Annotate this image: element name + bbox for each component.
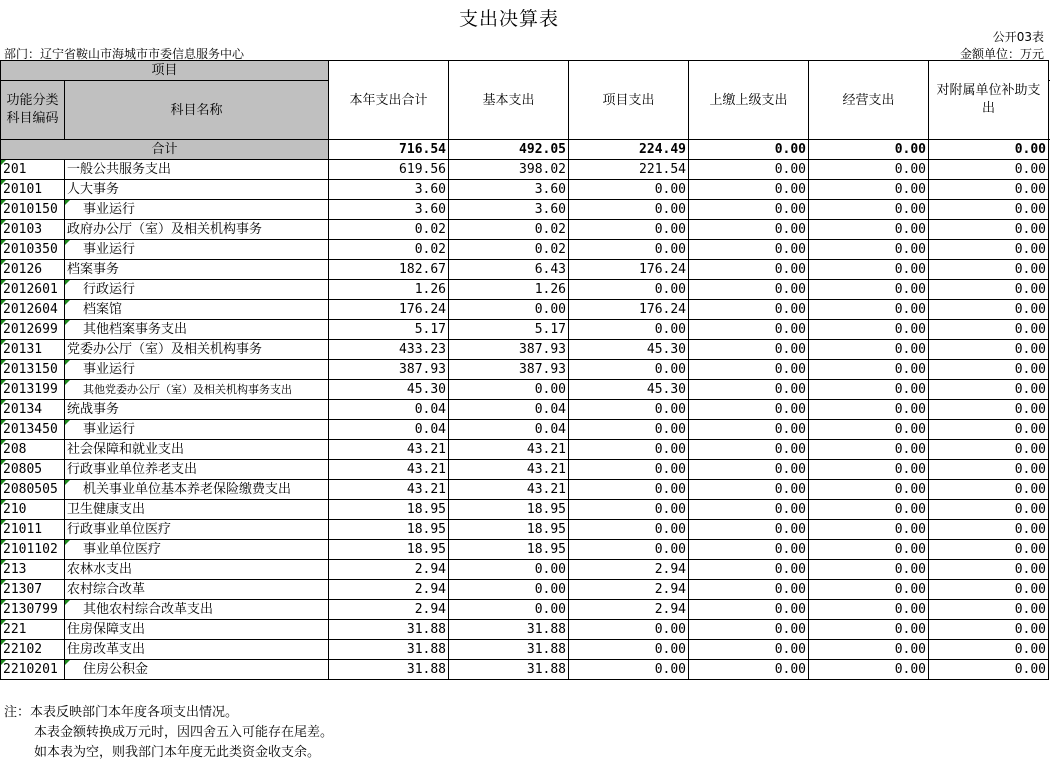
row-amount[interactable]: 0.00 xyxy=(569,420,689,440)
row-amount[interactable]: 0.00 xyxy=(569,520,689,540)
row-subject-name[interactable]: 住房公积金 xyxy=(65,660,329,680)
table-row xyxy=(1,200,1049,220)
row-amount[interactable]: 0.00 xyxy=(929,260,1049,280)
row-amount[interactable]: 0.00 xyxy=(689,380,809,400)
row-subject-name[interactable]: 住房改革支出 xyxy=(65,640,329,660)
total-value[interactable]: 716.54 xyxy=(329,140,449,160)
row-amount[interactable]: 0.00 xyxy=(929,400,1049,420)
row-subject-name[interactable]: 住房保障支出 xyxy=(65,620,329,640)
row-amount[interactable]: 0.00 xyxy=(929,420,1049,440)
row-amount[interactable]: 0.00 xyxy=(929,180,1049,200)
table-row xyxy=(1,540,1049,560)
table-row xyxy=(1,420,1049,440)
row-amount[interactable]: 0.00 xyxy=(929,480,1049,500)
department-label: 部门：辽宁省鞍山市海城市市委信息服务中心 xyxy=(4,47,245,61)
row-amount[interactable]: 387.93 xyxy=(449,360,569,380)
header-col-6[interactable] xyxy=(929,61,1049,140)
row-amount[interactable]: 0.00 xyxy=(809,540,929,560)
row-amount[interactable]: 0.00 xyxy=(929,620,1049,640)
row-amount[interactable]: 2.94 xyxy=(329,580,449,600)
row-amount[interactable]: 0.00 xyxy=(809,460,929,480)
row-amount[interactable]: 0.00 xyxy=(689,160,809,180)
row-amount[interactable]: 0.02 xyxy=(329,220,449,240)
table-row xyxy=(1,180,1049,200)
row-amount[interactable]: 0.00 xyxy=(689,180,809,200)
row-amount[interactable]: 0.00 xyxy=(809,220,929,240)
row-amount[interactable]: 0.00 xyxy=(929,320,1049,340)
total-value[interactable]: 0.00 xyxy=(929,140,1049,160)
row-amount[interactable]: 0.00 xyxy=(809,620,929,640)
row-subject-name[interactable]: 档案馆 xyxy=(65,300,329,320)
row-amount[interactable]: 0.00 xyxy=(929,640,1049,660)
table-row xyxy=(1,600,1049,620)
row-amount[interactable]: 18.95 xyxy=(449,500,569,520)
row-amount[interactable]: 0.00 xyxy=(569,500,689,520)
row-code[interactable]: 2130799 xyxy=(1,600,65,620)
row-amount[interactable]: 433.23 xyxy=(329,340,449,360)
row-amount[interactable]: 0.00 xyxy=(569,180,689,200)
table-row xyxy=(1,300,1049,320)
table-row xyxy=(1,340,1049,360)
row-code[interactable]: 221 xyxy=(1,620,65,640)
table-row xyxy=(1,280,1049,300)
row-amount[interactable]: 0.00 xyxy=(689,480,809,500)
row-amount[interactable]: 0.00 xyxy=(929,200,1049,220)
row-amount[interactable]: 0.00 xyxy=(809,440,929,460)
row-amount[interactable]: 43.21 xyxy=(329,460,449,480)
row-subject-name[interactable]: 一般公共服务支出 xyxy=(65,160,329,180)
row-code[interactable]: 21011 xyxy=(1,520,65,540)
row-amount[interactable]: 1.26 xyxy=(329,280,449,300)
row-amount[interactable]: 0.00 xyxy=(929,360,1049,380)
expenditure-table xyxy=(0,60,1049,680)
row-amount[interactable]: 31.88 xyxy=(329,620,449,640)
row-subject-name[interactable]: 其他党委办公厅（室）及相关机构事务支出 xyxy=(65,380,329,400)
row-amount[interactable]: 182.67 xyxy=(329,260,449,280)
row-code[interactable]: 20103 xyxy=(1,220,65,240)
header-col-5[interactable]: 经营支出 xyxy=(809,61,929,140)
row-amount[interactable]: 45.30 xyxy=(569,380,689,400)
row-amount[interactable]: 0.00 xyxy=(569,460,689,480)
row-code[interactable]: 2013150 xyxy=(1,360,65,380)
row-amount[interactable]: 45.30 xyxy=(329,380,449,400)
table-row xyxy=(1,520,1049,540)
row-subject-name[interactable]: 事业运行 xyxy=(65,360,329,380)
row-amount[interactable]: 0.00 xyxy=(569,220,689,240)
row-amount[interactable]: 3.60 xyxy=(329,200,449,220)
row-code[interactable]: 210 xyxy=(1,500,65,520)
row-amount[interactable]: 0.00 xyxy=(809,660,929,680)
row-amount[interactable]: 0.00 xyxy=(809,180,929,200)
row-subject-name[interactable]: 党委办公厅（室）及相关机构事务 xyxy=(65,340,329,360)
row-amount[interactable]: 0.00 xyxy=(569,480,689,500)
row-amount[interactable]: 387.93 xyxy=(329,360,449,380)
row-amount[interactable]: 0.00 xyxy=(569,640,689,660)
row-code[interactable]: 2010150 xyxy=(1,200,65,220)
row-amount[interactable]: 0.04 xyxy=(329,400,449,420)
row-subject-name[interactable]: 档案事务 xyxy=(65,260,329,280)
total-value[interactable]: 0.00 xyxy=(809,140,929,160)
row-code[interactable]: 2012604 xyxy=(1,300,65,320)
row-amount[interactable]: 18.95 xyxy=(449,520,569,540)
amount-unit-label: 金额单位：万元 xyxy=(959,47,1044,61)
header-col-3[interactable]: 项目支出 xyxy=(569,61,689,140)
row-amount[interactable]: 0.00 xyxy=(689,260,809,280)
row-subject-name[interactable]: 统战事务 xyxy=(65,400,329,420)
footnotes xyxy=(4,703,333,763)
row-amount[interactable]: 0.00 xyxy=(689,580,809,600)
header-col-1[interactable]: 本年支出合计 xyxy=(329,61,449,140)
row-amount[interactable]: 2.94 xyxy=(569,600,689,620)
row-code[interactable]: 20101 xyxy=(1,180,65,200)
row-amount[interactable]: 0.00 xyxy=(929,280,1049,300)
row-amount[interactable]: 0.00 xyxy=(569,320,689,340)
row-amount[interactable]: 0.00 xyxy=(689,280,809,300)
row-amount[interactable]: 0.00 xyxy=(809,240,929,260)
row-amount[interactable]: 0.00 xyxy=(809,580,929,600)
row-subject-name[interactable]: 其他农村综合改革支出 xyxy=(65,600,329,620)
row-amount[interactable]: 0.00 xyxy=(809,300,929,320)
row-amount[interactable]: 2.94 xyxy=(569,580,689,600)
row-amount[interactable]: 0.00 xyxy=(929,160,1049,180)
row-code[interactable]: 2013199 xyxy=(1,380,65,400)
row-amount[interactable]: 176.24 xyxy=(329,300,449,320)
row-amount[interactable]: 5.17 xyxy=(329,320,449,340)
row-amount[interactable]: 1.26 xyxy=(449,280,569,300)
row-amount[interactable]: 2.94 xyxy=(569,560,689,580)
row-amount[interactable]: 0.00 xyxy=(569,660,689,680)
table-row xyxy=(1,500,1049,520)
row-subject-name[interactable]: 卫生健康支出 xyxy=(65,500,329,520)
row-code[interactable]: 2012699 xyxy=(1,320,65,340)
total-label: 合计 xyxy=(1,140,329,160)
table-row xyxy=(1,440,1049,460)
row-amount[interactable]: 0.00 xyxy=(569,200,689,220)
row-amount[interactable]: 5.17 xyxy=(449,320,569,340)
row-amount[interactable]: 0.04 xyxy=(449,400,569,420)
row-amount[interactable]: 0.00 xyxy=(689,520,809,540)
row-subject-name[interactable]: 农村综合改革 xyxy=(65,580,329,600)
note-line: 本表金额转换成万元时，因四舍五入可能存在尾差。 xyxy=(34,725,334,740)
header-func-code xyxy=(1,81,65,140)
row-amount[interactable]: 43.21 xyxy=(329,440,449,460)
row-amount[interactable]: 0.00 xyxy=(809,560,929,580)
table-number: 公开03表 xyxy=(992,30,1044,44)
row-code[interactable]: 201 xyxy=(1,160,65,180)
row-amount[interactable]: 176.24 xyxy=(569,260,689,280)
row-amount[interactable]: 0.00 xyxy=(689,560,809,580)
header-col-4[interactable]: 上缴上级支出 xyxy=(689,61,809,140)
row-amount[interactable]: 3.60 xyxy=(449,180,569,200)
row-code[interactable]: 2013450 xyxy=(1,420,65,440)
table-row xyxy=(1,560,1049,580)
table-row xyxy=(1,640,1049,660)
row-amount[interactable]: 0.00 xyxy=(689,620,809,640)
row-subject-name[interactable]: 人大事务 xyxy=(65,180,329,200)
row-amount[interactable]: 0.00 xyxy=(689,200,809,220)
table-row xyxy=(1,240,1049,260)
row-amount[interactable]: 0.00 xyxy=(689,340,809,360)
row-amount[interactable]: 0.04 xyxy=(449,420,569,440)
row-code[interactable]: 20131 xyxy=(1,340,65,360)
row-subject-name[interactable]: 行政运行 xyxy=(65,280,329,300)
row-amount[interactable]: 0.00 xyxy=(929,460,1049,480)
row-amount[interactable]: 0.00 xyxy=(689,640,809,660)
row-amount[interactable]: 398.02 xyxy=(449,160,569,180)
row-amount[interactable]: 43.21 xyxy=(329,480,449,500)
row-amount[interactable]: 31.88 xyxy=(329,660,449,680)
row-amount[interactable]: 2.94 xyxy=(329,560,449,580)
row-amount[interactable]: 31.88 xyxy=(449,660,569,680)
row-amount[interactable]: 31.88 xyxy=(449,620,569,640)
row-amount[interactable]: 0.00 xyxy=(569,620,689,640)
row-amount[interactable]: 0.00 xyxy=(689,240,809,260)
row-amount[interactable]: 0.00 xyxy=(929,240,1049,260)
row-subject-name[interactable]: 事业单位医疗 xyxy=(65,540,329,560)
row-subject-name[interactable]: 农林水支出 xyxy=(65,560,329,580)
row-amount[interactable]: 0.00 xyxy=(929,340,1049,360)
row-amount[interactable]: 0.00 xyxy=(929,300,1049,320)
table-row xyxy=(1,660,1049,680)
row-subject-name[interactable]: 机关事业单位基本养老保险缴费支出 xyxy=(65,480,329,500)
row-amount[interactable]: 45.30 xyxy=(569,340,689,360)
row-code[interactable]: 2080505 xyxy=(1,480,65,500)
row-subject-name[interactable]: 事业运行 xyxy=(65,240,329,260)
row-amount[interactable]: 18.95 xyxy=(449,540,569,560)
note-line: 如本表为空，则我部门本年度无此类资金收支余。 xyxy=(34,745,321,760)
table-row xyxy=(1,320,1049,340)
row-amount[interactable]: 0.00 xyxy=(809,200,929,220)
row-amount[interactable]: 0.00 xyxy=(569,400,689,420)
row-code[interactable]: 2012601 xyxy=(1,280,65,300)
row-amount[interactable]: 0.00 xyxy=(929,520,1049,540)
row-amount[interactable]: 0.00 xyxy=(689,320,809,340)
row-amount[interactable]: 0.00 xyxy=(809,400,929,420)
total-value[interactable]: 492.05 xyxy=(449,140,569,160)
row-code[interactable]: 22102 xyxy=(1,640,65,660)
row-amount[interactable]: 3.60 xyxy=(449,200,569,220)
row-amount[interactable]: 0.00 xyxy=(569,240,689,260)
row-amount[interactable]: 176.24 xyxy=(569,300,689,320)
table-row xyxy=(1,260,1049,280)
row-amount[interactable]: 0.00 xyxy=(689,360,809,380)
total-row xyxy=(1,140,1049,160)
row-amount[interactable]: 0.00 xyxy=(809,160,929,180)
row-code[interactable]: 208 xyxy=(1,440,65,460)
row-amount[interactable]: 221.54 xyxy=(569,160,689,180)
row-amount[interactable]: 0.00 xyxy=(569,280,689,300)
row-amount[interactable]: 18.95 xyxy=(329,500,449,520)
row-amount[interactable]: 0.00 xyxy=(689,600,809,620)
row-subject-name[interactable]: 事业运行 xyxy=(65,200,329,220)
row-amount[interactable]: 0.00 xyxy=(689,400,809,420)
row-amount[interactable]: 0.00 xyxy=(809,500,929,520)
page-title: 支出决算表 xyxy=(458,8,559,30)
row-amount[interactable]: 0.00 xyxy=(689,660,809,680)
header-col-6-text: 对附属单位补助支出 xyxy=(936,83,1041,116)
row-amount[interactable]: 0.00 xyxy=(809,420,929,440)
table-row xyxy=(1,360,1049,380)
table-row xyxy=(1,620,1049,640)
row-amount[interactable]: 0.00 xyxy=(809,280,929,300)
row-amount[interactable]: 18.95 xyxy=(329,540,449,560)
row-amount[interactable]: 0.00 xyxy=(809,600,929,620)
row-amount[interactable]: 18.95 xyxy=(329,520,449,540)
row-amount[interactable]: 6.43 xyxy=(449,260,569,280)
row-amount[interactable]: 0.02 xyxy=(449,240,569,260)
row-amount[interactable]: 0.00 xyxy=(929,380,1049,400)
row-code[interactable]: 21307 xyxy=(1,580,65,600)
row-amount[interactable]: 3.60 xyxy=(329,180,449,200)
row-amount[interactable]: 31.88 xyxy=(329,640,449,660)
table-row xyxy=(1,580,1049,600)
row-amount[interactable]: 43.21 xyxy=(449,480,569,500)
row-subject-name[interactable]: 社会保障和就业支出 xyxy=(65,440,329,460)
row-amount[interactable]: 31.88 xyxy=(449,640,569,660)
table-row xyxy=(1,460,1049,480)
row-amount[interactable]: 0.00 xyxy=(449,560,569,580)
table-row xyxy=(1,380,1049,400)
row-subject-name[interactable]: 行政事业单位医疗 xyxy=(65,520,329,540)
row-subject-name[interactable]: 行政事业单位养老支出 xyxy=(65,460,329,480)
row-amount[interactable]: 0.00 xyxy=(809,480,929,500)
total-value[interactable]: 224.49 xyxy=(569,140,689,160)
row-amount[interactable]: 0.00 xyxy=(809,520,929,540)
row-code[interactable]: 2010350 xyxy=(1,240,65,260)
row-amount[interactable]: 387.93 xyxy=(449,340,569,360)
row-amount[interactable]: 2.94 xyxy=(329,600,449,620)
row-amount[interactable]: 0.00 xyxy=(929,660,1049,680)
row-amount[interactable]: 0.00 xyxy=(809,380,929,400)
row-amount[interactable]: 0.00 xyxy=(689,300,809,320)
row-amount[interactable]: 0.00 xyxy=(449,600,569,620)
row-amount[interactable]: 0.00 xyxy=(689,440,809,460)
header-subject-name: 科目名称 xyxy=(65,81,329,140)
header-func-code-text: 功能分类科目编码 xyxy=(6,93,59,126)
row-amount[interactable]: 43.21 xyxy=(449,460,569,480)
total-value[interactable]: 0.00 xyxy=(689,140,809,160)
row-amount[interactable]: 0.00 xyxy=(569,360,689,380)
row-amount[interactable]: 43.21 xyxy=(449,440,569,460)
row-amount[interactable]: 0.00 xyxy=(929,540,1049,560)
row-amount[interactable]: 0.00 xyxy=(689,460,809,480)
row-subject-name[interactable]: 其他档案事务支出 xyxy=(65,320,329,340)
row-amount[interactable]: 0.00 xyxy=(929,560,1049,580)
header-item: 项目 xyxy=(1,61,329,81)
row-amount[interactable]: 0.00 xyxy=(929,440,1049,460)
row-amount[interactable]: 0.00 xyxy=(809,640,929,660)
row-amount[interactable]: 0.00 xyxy=(929,500,1049,520)
header-col-2[interactable]: 基本支出 xyxy=(449,61,569,140)
row-amount[interactable]: 0.00 xyxy=(449,380,569,400)
row-amount[interactable]: 619.56 xyxy=(329,160,449,180)
row-subject-name[interactable]: 事业运行 xyxy=(65,420,329,440)
row-code[interactable]: 2210201 xyxy=(1,660,65,680)
row-amount[interactable]: 0.00 xyxy=(449,300,569,320)
row-amount[interactable]: 0.00 xyxy=(809,320,929,340)
table-row xyxy=(1,160,1049,180)
row-amount[interactable]: 0.00 xyxy=(809,260,929,280)
table-row xyxy=(1,480,1049,500)
row-code[interactable]: 20134 xyxy=(1,400,65,420)
row-code[interactable]: 20805 xyxy=(1,460,65,480)
row-code[interactable]: 213 xyxy=(1,560,65,580)
row-amount[interactable]: 0.00 xyxy=(689,420,809,440)
row-amount[interactable]: 0.02 xyxy=(449,220,569,240)
row-amount[interactable]: 0.00 xyxy=(449,580,569,600)
row-amount[interactable]: 0.00 xyxy=(929,600,1049,620)
row-amount[interactable]: 0.00 xyxy=(689,500,809,520)
row-amount[interactable]: 0.00 xyxy=(569,440,689,460)
row-amount[interactable]: 0.02 xyxy=(329,240,449,260)
row-amount[interactable]: 0.00 xyxy=(809,340,929,360)
row-amount[interactable]: 0.00 xyxy=(689,540,809,560)
row-code[interactable]: 2101102 xyxy=(1,540,65,560)
row-amount[interactable]: 0.04 xyxy=(329,420,449,440)
row-amount[interactable]: 0.00 xyxy=(689,220,809,240)
table-row xyxy=(1,220,1049,240)
note-line: 注：本表反映部门本年度各项支出情况。 xyxy=(4,705,239,720)
row-code[interactable]: 20126 xyxy=(1,260,65,280)
row-subject-name[interactable]: 政府办公厅（室）及相关机构事务 xyxy=(65,220,329,240)
row-amount[interactable]: 0.00 xyxy=(929,580,1049,600)
row-amount[interactable]: 0.00 xyxy=(809,360,929,380)
row-amount[interactable]: 0.00 xyxy=(929,220,1049,240)
row-amount[interactable]: 0.00 xyxy=(569,540,689,560)
table-row xyxy=(1,400,1049,420)
